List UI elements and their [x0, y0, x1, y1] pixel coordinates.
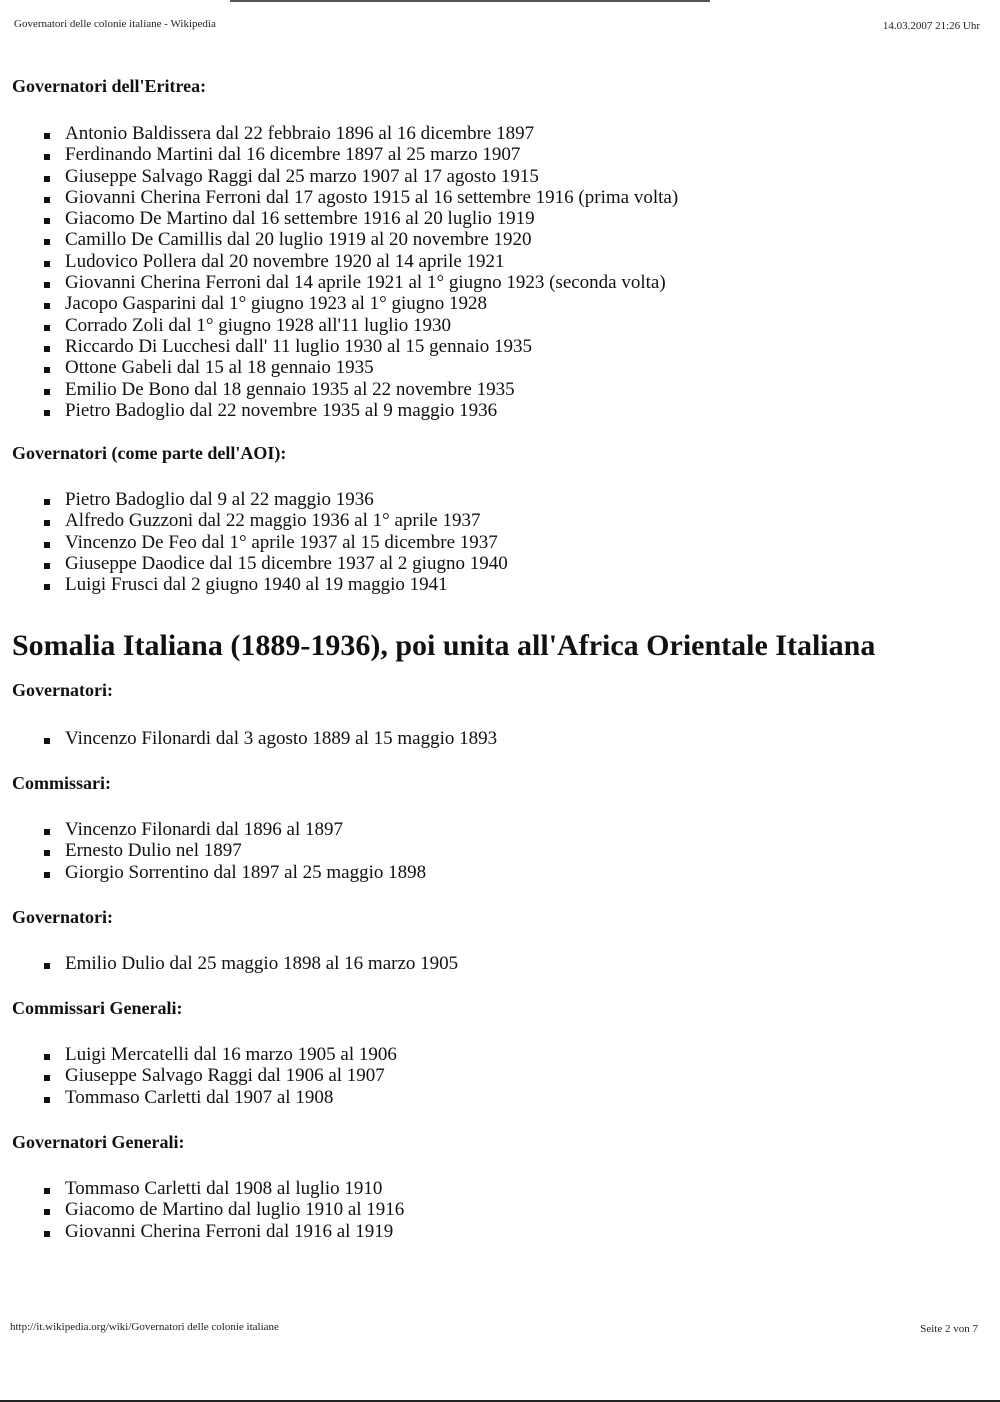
list-item	[44, 489, 972, 510]
bullet-square-icon	[44, 410, 50, 416]
bullet-square-icon	[44, 850, 50, 856]
list-item-text: Riccardo Di Lucchesi dall' 11 luglio 1930 al 15 gennaio 1935	[65, 335, 533, 357]
list-item	[44, 819, 972, 840]
bullet-square-icon	[44, 520, 50, 526]
bullet-square-icon	[44, 1231, 50, 1237]
bullet-square-icon	[44, 239, 50, 245]
list-item-text: Jacopo Gasparini dal 1° giugno 1923 al 1° giugno 1928	[65, 293, 488, 315]
bullet-square-icon	[44, 1054, 50, 1060]
list-item	[44, 532, 972, 553]
list-item	[44, 187, 972, 208]
list-item	[44, 840, 972, 861]
scan-edge-top	[230, 0, 710, 2]
bullet-square-icon	[44, 325, 50, 331]
list-item	[44, 379, 972, 400]
list-item	[44, 272, 972, 293]
somalia-commissari-heading: Commissari:	[12, 772, 111, 793]
list-item	[44, 1199, 972, 1220]
list-item	[44, 1044, 972, 1065]
somalia-governatori-heading: Governatori:	[12, 679, 113, 700]
list-item-text: Emilio Dulio dal 25 maggio 1898 al 16 marzo 1905	[65, 952, 459, 974]
somalia-governatori-2-list	[12, 953, 972, 974]
list-item	[44, 336, 972, 357]
list-item-text: Ferdinando Martini dal 16 dicembre 1897 al 25 marzo 1907	[65, 144, 521, 166]
list-item	[44, 144, 972, 165]
somalia-section-title: Somalia Italiana (1889-1936), poi unita all'Africa Orientale Italiana	[12, 628, 876, 662]
list-item	[44, 251, 972, 272]
list-item-text: Ludovico Pollera dal 20 novembre 1920 al 14 aprile 1921	[65, 250, 505, 272]
print-footer	[10, 1321, 978, 1337]
list-item-text: Giacomo de Martino dal luglio 1910 al 1916	[65, 1199, 405, 1221]
bullet-square-icon	[44, 499, 50, 505]
list-item-text: Vincenzo De Feo dal 1° aprile 1937 al 15 dicembre 1937	[65, 531, 498, 553]
list-item-text: Luigi Frusci dal 2 giugno 1940 al 19 maggio 1941	[65, 574, 448, 596]
somalia-governatori-2-heading: Governatori:	[12, 906, 113, 927]
print-header-title: Governatori delle colonie italiane - Wikipedia	[14, 18, 216, 30]
list-item-text: Tommaso Carletti dal 1908 al luglio 1910	[65, 1178, 383, 1200]
bullet-square-icon	[44, 1188, 50, 1194]
list-item-text: Luigi Mercatelli dal 16 marzo 1905 al 1906	[65, 1044, 397, 1066]
somalia-commissari-list	[12, 819, 972, 883]
print-header	[14, 18, 980, 34]
list-item	[44, 953, 972, 974]
bullet-square-icon	[44, 829, 50, 835]
list-item-text: Giuseppe Daodice dal 15 dicembre 1937 al 2 giugno 1940	[65, 553, 508, 575]
list-item	[44, 229, 972, 250]
bullet-square-icon	[44, 197, 50, 203]
bullet-square-icon	[44, 542, 50, 548]
list-item	[44, 1178, 972, 1199]
print-header-timestamp: 14.03.2007 21:26 Uhr	[882, 20, 980, 32]
list-item	[44, 208, 972, 229]
bullet-square-icon	[44, 1075, 50, 1081]
list-item-text: Giuseppe Salvago Raggi dal 25 marzo 1907 al 17 agosto 1915	[65, 165, 539, 187]
bullet-square-icon	[44, 738, 50, 744]
bullet-square-icon	[44, 282, 50, 288]
somalia-governatori-generali-list	[12, 1178, 972, 1242]
list-item	[44, 1221, 972, 1242]
list-item	[44, 315, 972, 336]
bullet-square-icon	[44, 584, 50, 590]
list-item-text: Antonio Baldissera dal 22 febbraio 1896 al 16 dicembre 1897	[65, 123, 535, 144]
list-item	[44, 357, 972, 378]
list-item	[44, 574, 972, 595]
bullet-square-icon	[44, 176, 50, 182]
list-item-text: Tommaso Carletti dal 1907 al 1908	[65, 1086, 334, 1108]
article-content	[12, 74, 972, 1242]
list-item	[44, 1087, 972, 1108]
list-item-text: Ottone Gabeli dal 15 al 18 gennaio 1935	[65, 357, 374, 379]
list-item-text: Camillo De Camillis dal 20 luglio 1919 al 20 novembre 1920	[65, 229, 532, 251]
list-item	[44, 166, 972, 187]
list-item	[44, 293, 972, 314]
aoi-list	[12, 489, 972, 595]
somalia-governatori-list	[12, 728, 972, 749]
bullet-square-icon	[44, 303, 50, 309]
bullet-square-icon	[44, 218, 50, 224]
list-item-text: Emilio De Bono dal 18 gennaio 1935 al 22 novembre 1935	[65, 378, 515, 400]
bullet-square-icon	[44, 1097, 50, 1103]
aoi-heading: Governatori (come parte dell'AOI):	[12, 443, 287, 464]
list-item	[44, 1065, 972, 1086]
list-item	[44, 400, 972, 421]
list-item	[44, 123, 972, 144]
list-item-text: Giuseppe Salvago Raggi dal 1906 al 1907	[65, 1065, 385, 1087]
list-item-text: Giorgio Sorrentino dal 1897 al 25 maggio 1898	[65, 861, 427, 883]
list-item-text: Giovanni Cherina Ferroni dal 1916 al 1919	[65, 1220, 394, 1242]
bullet-square-icon	[44, 133, 50, 139]
list-item-text: Giovanni Cherina Ferroni dal 17 agosto 1915 al 16 settembre 1916 (prima volta)	[65, 186, 679, 208]
print-footer-page-number: Seite 2 von 7	[920, 1323, 978, 1335]
eritrea-heading: Governatori dell'Eritrea:	[12, 76, 207, 96]
eritrea-list	[12, 123, 972, 421]
bullet-square-icon	[44, 872, 50, 878]
list-item-text: Pietro Badoglio dal 9 al 22 maggio 1936	[65, 489, 374, 511]
list-item	[44, 553, 972, 574]
print-footer-url: http://it.wikipedia.org/wiki/Governatori delle colonie italiane	[10, 1321, 279, 1333]
list-item	[44, 510, 972, 531]
bullet-square-icon	[44, 963, 50, 969]
bullet-square-icon	[44, 563, 50, 569]
somalia-commissari-generali-heading: Commissari Generali:	[12, 998, 183, 1019]
somalia-governatori-generali-heading: Governatori Generali:	[12, 1132, 185, 1153]
somalia-commissari-generali-list	[12, 1044, 972, 1108]
bullet-square-icon	[44, 367, 50, 373]
list-item-text: Pietro Badoglio dal 22 novembre 1935 al 9 maggio 1936	[65, 399, 498, 421]
list-item-text: Ernesto Dulio nel 1897	[65, 840, 242, 862]
list-item-text: Giovanni Cherina Ferroni dal 14 aprile 1921 al 1° giugno 1923 (seconda volta)	[65, 272, 666, 294]
list-item-text: Giacomo De Martino dal 16 settembre 1916 al 20 luglio 1919	[65, 208, 535, 230]
bullet-square-icon	[44, 154, 50, 160]
list-item-text: Vincenzo Filonardi dal 3 agosto 1889 al 15 maggio 1893	[65, 727, 498, 749]
list-item-text: Alfredo Guzzoni dal 22 maggio 1936 al 1° aprile 1937	[65, 510, 481, 532]
list-item-text: Corrado Zoli dal 1° giugno 1928 all'11 luglio 1930	[65, 314, 452, 336]
bullet-square-icon	[44, 389, 50, 395]
list-item	[44, 862, 972, 883]
bullet-square-icon	[44, 346, 50, 352]
bullet-square-icon	[44, 1209, 50, 1215]
list-item	[44, 728, 972, 749]
bullet-square-icon	[44, 261, 50, 267]
list-item-text: Vincenzo Filonardi dal 1896 al 1897	[65, 818, 343, 840]
